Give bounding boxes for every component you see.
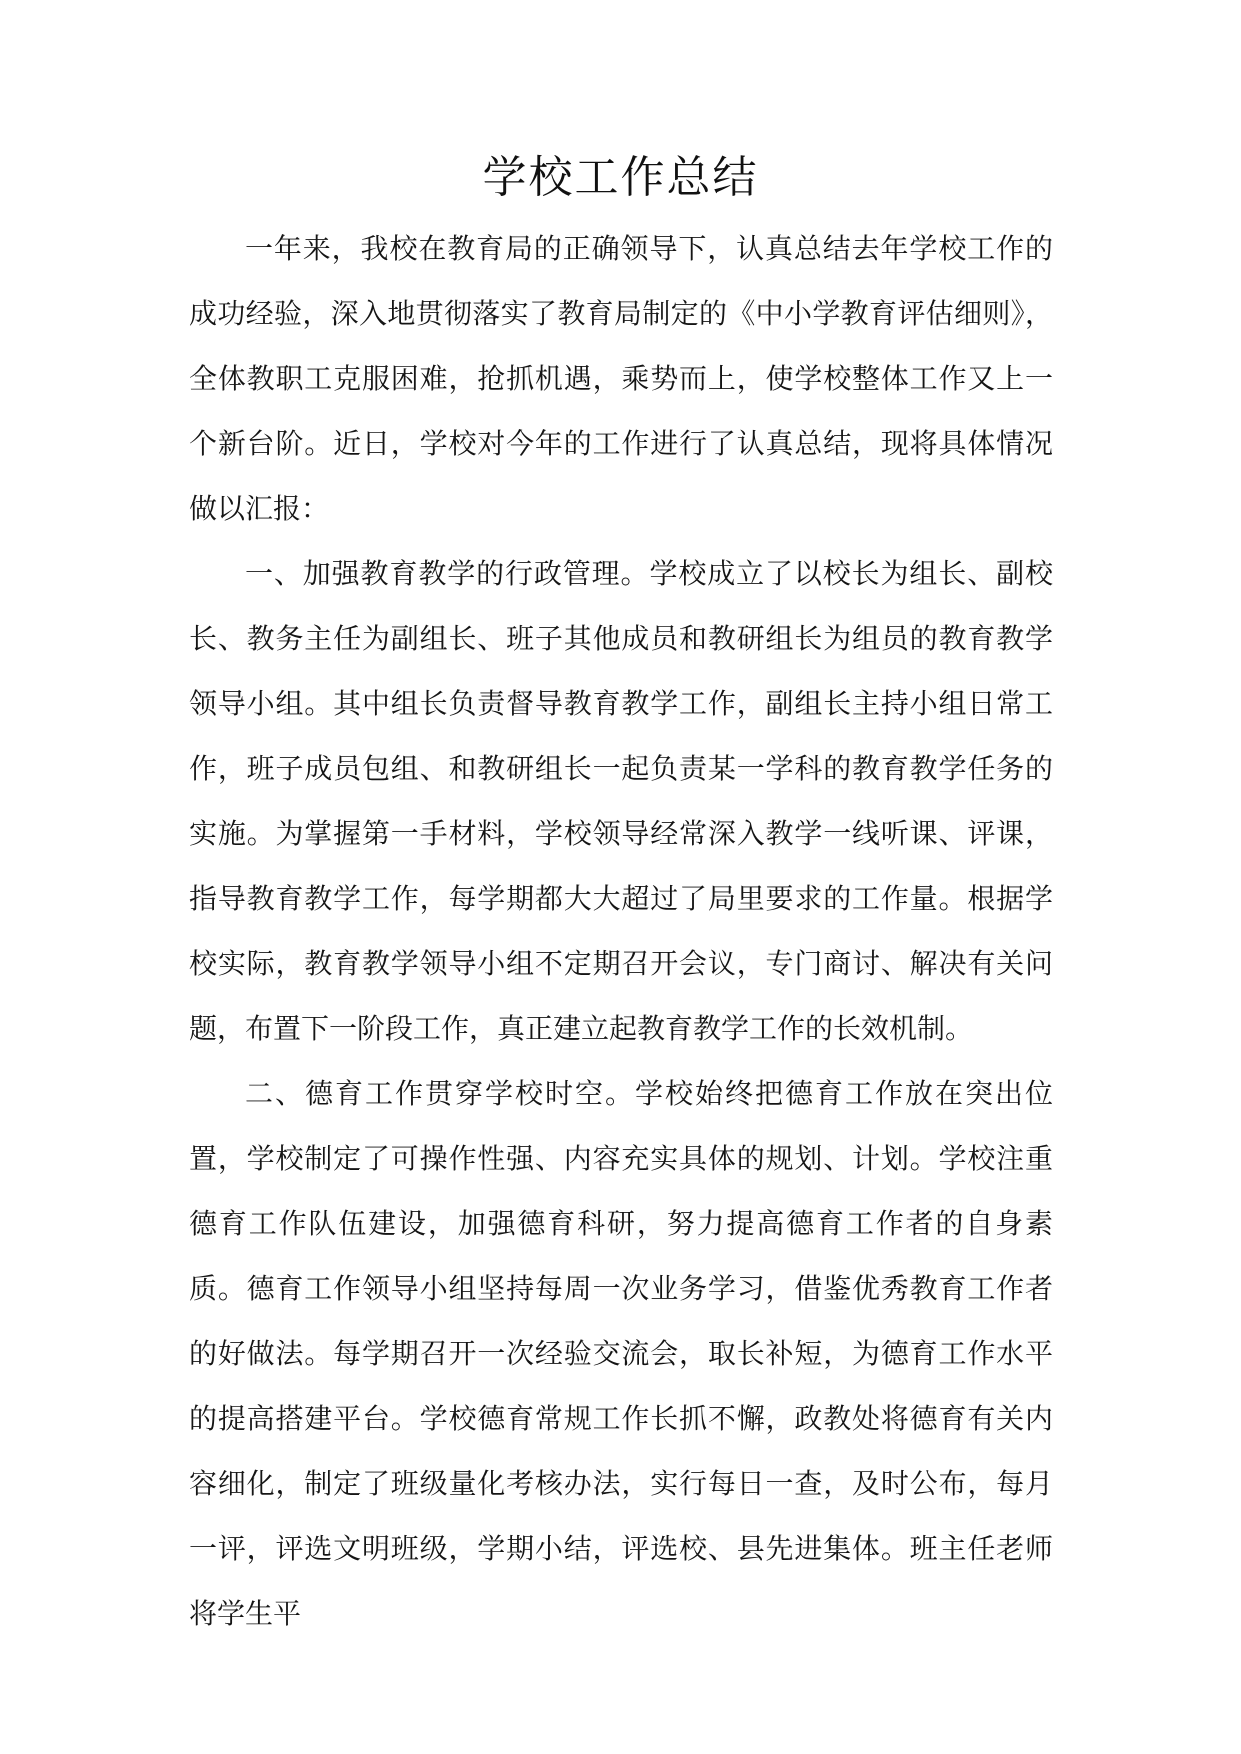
document-body [189,216,1053,1646]
paragraph-section-one: 一、加强教育教学的行政管理。学校成立了以校长为组长、副校长、教务主任为副组长、班子其他成员和教研组长为组员的教育教学领导小组。其中组长负责督导教育教学工作，副组长主持小组日常工作，班子成员包组、和教研组长一起负责某一学科的教育教学任务的实施。为掌握第一手材料，学校领导经常深入教学一线听课、评课，指导教育教学工作，每学期都大大超过了局里要求的工作量。根据学校实际，教育教学领导小组不定期召开会议，专门商讨、解决有关问题，布置下一阶段工作，真正建立起教育教学工作的长效机制。 [189,557,1053,1045]
paragraph-intro: 一年来，我校在教育局的正确领导下，认真总结去年学校工作的成功经验，深入地贯彻落实了教育局制定的《中小学教育评估细则》，全体教职工克服困难，抢抓机遇，乘势而上，使学校整体工作又上一个新台阶。近日，学校对今年的工作进行了认真总结，现将具体情况做以汇报： [189,232,1053,525]
document-title: 学校工作总结 [482,152,759,203]
paragraph-section-two: 二、德育工作贯穿学校时空。学校始终把德育工作放在突出位置，学校制定了可操作性强、内容充实具体的规划、计划。学校注重德育工作队伍建设，加强德育科研，努力提高德育工作者的自身素质。德育工作领导小组坚持每周一次业务学习，借鉴优秀教育工作者的好做法。每学期召开一次经验交流会，取长补短，为德育工作水平的提高搭建平台。学校德育常规工作长抓不懈，政教处将德育有关内容细化，制定了班级量化考核办法，实行每日一查，及时公布，每月一评，评选文明班级，学期小结，评选校、县先进集体。班主任老师将学生平 [189,1077,1053,1630]
